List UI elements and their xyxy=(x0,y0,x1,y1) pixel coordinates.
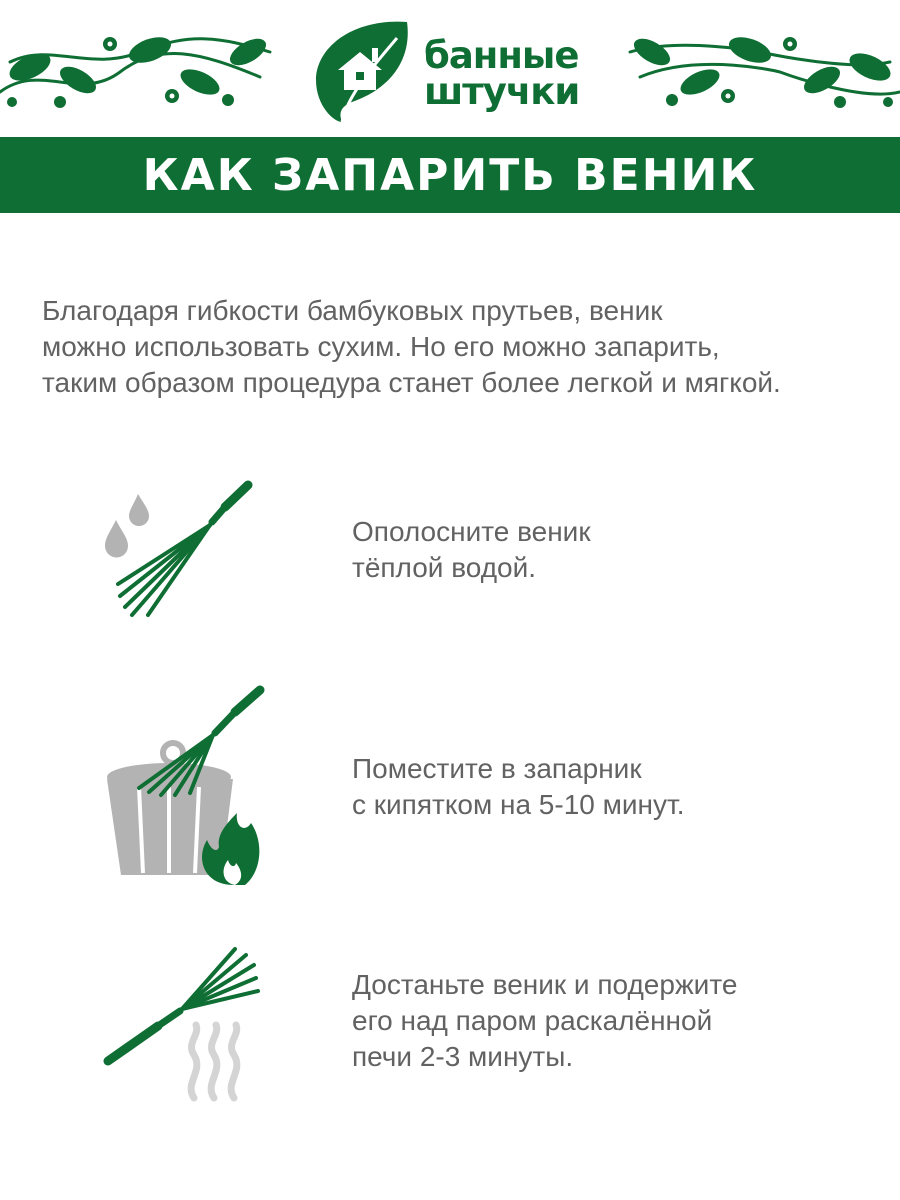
step-2-text xyxy=(352,751,684,823)
broom-over-steam-icon xyxy=(100,943,260,1108)
step-2 xyxy=(0,685,900,890)
step-line: Ополосните веник xyxy=(352,516,591,547)
step-3-text xyxy=(352,967,737,1075)
step-line: его над паром раскалённой xyxy=(352,1005,713,1036)
step-line: Достаньте веник и подержите xyxy=(352,969,738,1000)
leaf-ornament-right xyxy=(625,22,900,112)
brand-line-1: банные xyxy=(424,34,579,77)
intro-line: Благодаря гибкости бамбуковых прутьев, веник xyxy=(42,295,663,326)
step-1-text xyxy=(352,514,591,586)
step-3 xyxy=(0,943,900,1108)
leaf-house-icon xyxy=(312,18,416,124)
header xyxy=(0,0,900,135)
broom-with-water-drops-icon xyxy=(100,480,260,625)
step-line: тёплой водой. xyxy=(352,552,537,583)
brand-name xyxy=(424,34,604,113)
intro-paragraph xyxy=(42,293,882,401)
page-title: КАК ЗАПАРИТЬ ВЕНИК xyxy=(142,149,758,201)
brand-line-2: штучки xyxy=(424,70,580,113)
leaf-ornament-left xyxy=(0,22,275,112)
step-line: печи 2-3 минуты. xyxy=(352,1041,574,1072)
step-line: с кипятком на 5-10 минут. xyxy=(352,789,685,820)
intro-line: таким образом процедура станет более легкой и мягкой. xyxy=(42,367,781,398)
intro-line: можно использовать сухим. Но его можно запарить, xyxy=(42,331,720,362)
step-line: Поместите в запарник xyxy=(352,753,642,784)
title-banner xyxy=(0,137,900,213)
step-1 xyxy=(0,480,900,630)
broom-in-steaming-tub-with-fire-icon xyxy=(95,685,265,890)
brand-logo[interactable] xyxy=(312,18,602,124)
